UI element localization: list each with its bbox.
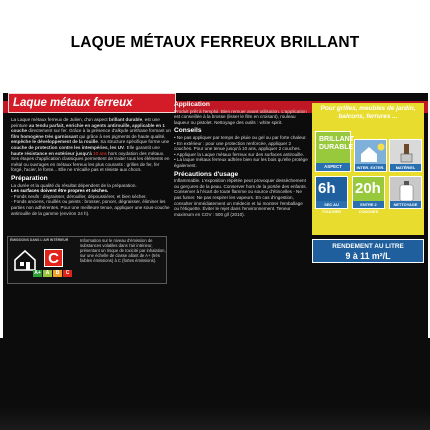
- instructions-column: [174, 99, 309, 217]
- emissions-info: Information sur le niveau d'émission de substances volatiles dans l'air intérieur, présentant un risque de toxicité par inhalation, sur une échelle de classe allant de A+ (très faibles émissions) à C (fortes émissions).: [80, 238, 166, 264]
- house-icon: [13, 248, 37, 272]
- house-sun-icon: [355, 140, 388, 166]
- yield-box: [312, 239, 424, 263]
- precautions-title: Précautions d'usage: [174, 170, 239, 178]
- emission-grade-badge: C: [44, 249, 63, 267]
- scale-step: A+: [34, 270, 41, 276]
- aspect-tile: [315, 131, 354, 172]
- materiel-tile: [389, 139, 422, 172]
- preparation-title: Préparation: [11, 174, 48, 182]
- inter-exter-tile: [354, 139, 387, 172]
- product-name-badge: Laque métaux ferreux: [8, 93, 176, 113]
- emissions-heading: ÉMISSIONS DANS L'AIR INTÉRIEUR: [10, 238, 69, 242]
- intro-text: qui grâce à ses pigments de haute qualité,: [79, 133, 166, 139]
- conseils-title: Conseils: [174, 127, 202, 135]
- intro-text: directement sur fer. Grâce à la présence d'alkyde uréthane formant un: [28, 128, 171, 134]
- intro-paragraph: [11, 117, 171, 173]
- intro-emphasis: couche de protection contre les intempéries, les UV: [11, 144, 125, 150]
- emission-scale: [33, 270, 72, 277]
- usage-panel: [312, 103, 424, 235]
- tile-caption: NETTOYAGE: [390, 201, 421, 208]
- recoat-tile: [352, 176, 385, 214]
- scale-step: C: [63, 270, 72, 277]
- product-label: [3, 93, 428, 338]
- tile-caption: ENTRE 2 COUCHES: [353, 201, 384, 208]
- prep-line: La durée et la qualité du résultat dépendent de la préparation.: [11, 182, 137, 188]
- nettoyage-tile: [389, 176, 422, 209]
- intro-emphasis: empêche le développement de la rouille: [11, 139, 98, 145]
- conseil-item: • En extérieur : pour une protection renforcée, appliquer 2 couches. Pour une tenue jusqu'à 10 ans, appliquer 2 couches.: [174, 140, 301, 152]
- yield-title: RENDEMENT AU LITRE: [332, 243, 404, 250]
- brush-icon: [390, 140, 423, 166]
- usage-text: Pour grilles, meubles de jardin, balcons, ferrures ...: [320, 105, 416, 120]
- intro-text: , est une peinture: [11, 117, 160, 128]
- prep-line: Les surfaces doivent être propres et sèches.: [11, 188, 109, 194]
- description-column: [11, 117, 171, 216]
- bottle-icon: [390, 177, 423, 203]
- tile-caption: INTER. EXTER.: [356, 165, 385, 170]
- recoat-time-value: 20h: [355, 180, 381, 197]
- intro-emphasis: haute résistance en extérieur jusqu'à: [11, 150, 92, 156]
- prep-line: - Fonds neufs : dégraisser, dérouiller, dépoussiérer, et bien sécher.: [11, 193, 147, 199]
- intro-text: . Elle garantit une: [124, 144, 160, 150]
- intro-highlight: 10 ans: [93, 150, 107, 156]
- intro-text: La Laque métaux ferreux de Julien, d'un aspect: [11, 117, 108, 122]
- intro-emphasis: au tendu parfait, enrichie en agents antirouille, applicable en 1 couche: [11, 122, 165, 134]
- scale-step: B: [53, 270, 62, 277]
- tile-caption: MATÉRIEL: [390, 164, 421, 171]
- conseil-item: • Appliquer la Laque métaux ferreux sur des surfaces antirouille.: [174, 151, 305, 157]
- intro-emphasis: brillant durable: [108, 117, 143, 122]
- page-title: LAQUE MÉTAUX FERREUX BRILLANT: [70, 34, 360, 51]
- application-text: Produit prêt à l'emploi. Bien remuer avant utilisation. L'application est conseillée à la brosse (lisser le film en croisant), rouleau laqueur ou pistolet. Nettoyage des outils : white spirit.: [174, 108, 307, 125]
- precautions-text: Inflammable. L'exposition répétée peut provoquer dessèchement ou gerçures de la peau. Conserver hors de la portée des enfants. Conserver à l'écart de toute flamme ou source d'étincelles - Ne pas fumer. Ne pas respirer les vapeurs. En cas d'ingestion, consulter immédiatement un médecin et lui montrer l'emballage ou l'étiquette. Éviter le rejet dans l'environnement. Teneur maximum en COV : 500 g/l (2010).: [174, 178, 307, 217]
- intro-text: . Sa structure spécifique forme une: [97, 139, 170, 145]
- prep-line: - Fonds anciens, rouillés ou peints : brosser, poncer, dégraisser, éliminer les parties non adhérentes. Pour une meilleure tenue, appliquer une sous-couche antirouille de la gamme (environ 24 h).: [11, 199, 170, 216]
- aspect-line: DURABLE: [319, 144, 354, 151]
- conseil-item: • Ne pas appliquer par temps de pluie ou gel ou par forte chaleur.: [174, 134, 307, 140]
- label-bottom: [0, 338, 430, 430]
- scale-step: A: [43, 270, 52, 277]
- tile-caption: SEC AU TOUCHER: [316, 201, 347, 208]
- application-title: Application: [174, 101, 210, 108]
- aspect-caption: ASPECT: [316, 163, 350, 171]
- intro-emphasis: film homogène très garnissant: [11, 133, 78, 139]
- yield-value: 9 à 11 m²/L: [345, 251, 391, 261]
- aspect-label: [319, 136, 354, 152]
- intro-text: hors oxydation des métaux. Ses étapes d'application classiques permettent de traiter tous les éléments en métal ou ouvrages en métaux ferreux les plus courants : grilles de fer, fer forgé, l'acier, le fonte... Elle ne s'écaille pas et résiste aux chocs.: [11, 150, 170, 173]
- emissions-box: [7, 236, 167, 284]
- conseil-item: • La laque métaux ferreux adhère bien sur les bois qu'elle protège également.: [174, 157, 308, 168]
- dry-time-value: 6h: [318, 180, 336, 197]
- dry-touch-tile: [315, 176, 348, 214]
- aspect-line: BRILLANT: [319, 136, 354, 143]
